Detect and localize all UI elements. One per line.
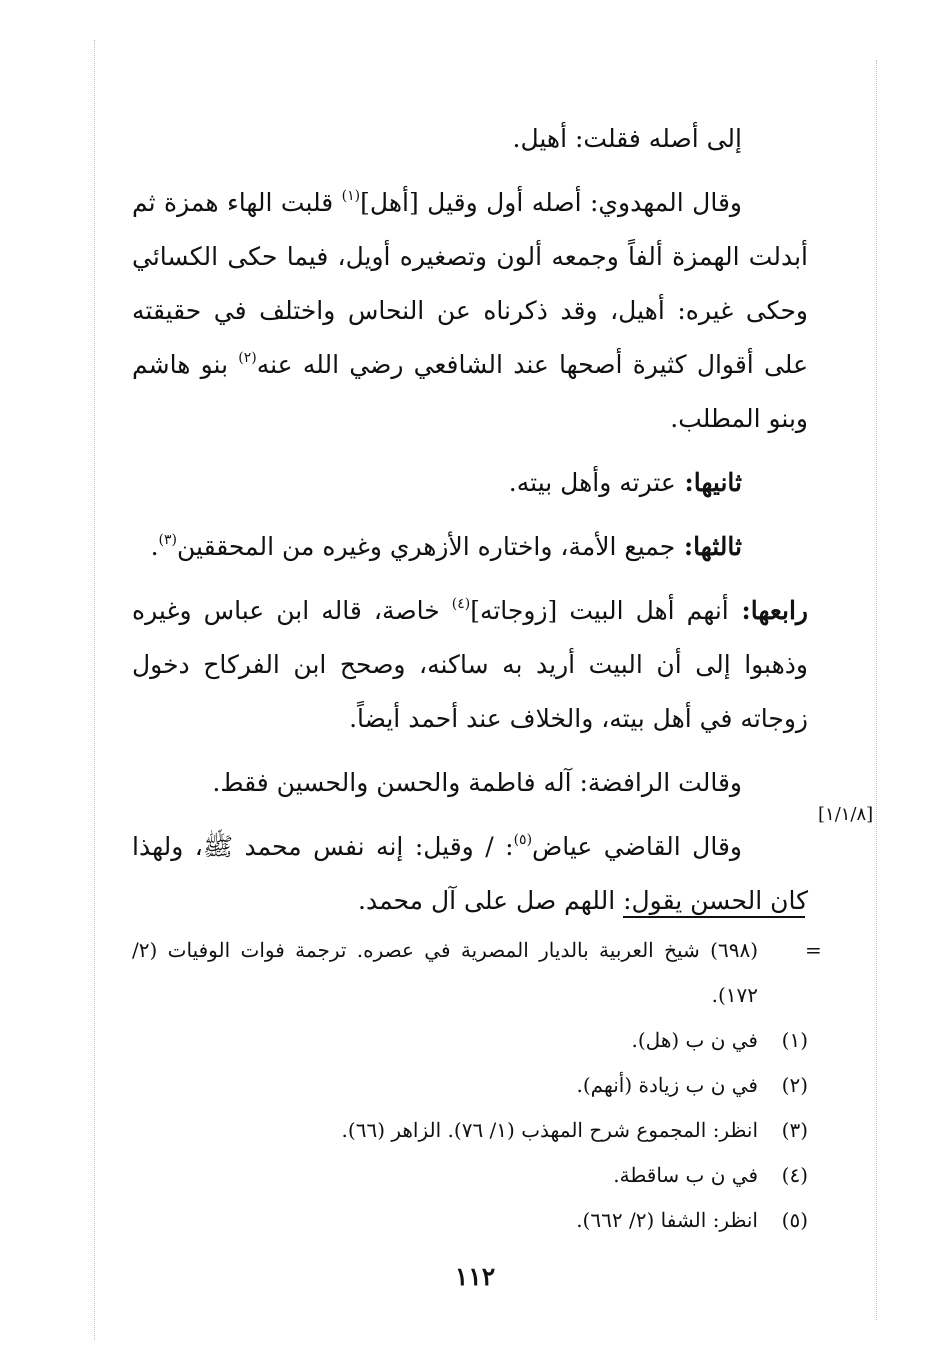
text-segment: . <box>150 532 159 561</box>
footnote-4 <box>132 1153 808 1198</box>
footnote-2 <box>132 1063 808 1108</box>
scan-artifact-right <box>876 60 877 1320</box>
footnote-text: انظر: الشفا (٢/ ٦٦٢). <box>576 1208 758 1232</box>
paragraph-label: ثانيها: <box>675 468 742 497</box>
text-segment: عترته وأهل بيته. <box>508 468 676 497</box>
footnote-text: في ن ب ساقطة. <box>613 1163 758 1187</box>
footnotes <box>132 928 808 1243</box>
paragraph-rafida: وقالت الرافضة: آله فاطمة والحسن والحسين فقط. <box>212 768 742 797</box>
text-segment: قلبت الهاء همزة ثم أبدلت الهمزة ألفاً وجمعه ألون وتصغيره أويل، فيما حكى الكسائي وحكى غيره: أهيل، وقد ذكرناه عن النحاس واختلف في حقيقته على أقوال كثيرة أصحها عند الشافعي رضي الله عنه <box>132 188 808 379</box>
text-segment: أنهم أهل البيت [زوجاته] <box>470 596 729 625</box>
page-number: ١١٢ <box>454 1262 496 1291</box>
text-segment: وقال المهدوي: أصله أول وقيل [أهل] <box>360 188 742 217</box>
footnote-ref-3[interactable]: (٣) <box>158 532 178 548</box>
scan-artifact-left <box>94 40 95 1340</box>
footnote-text: في ن ب زيادة (أنهم). <box>576 1073 758 1097</box>
text-segment: وقال القاضي عياض <box>532 832 742 861</box>
paragraph-continuation: إلى أصله فقلت: أهيل. <box>512 124 742 153</box>
footnote-ref-1[interactable]: (١) <box>341 188 361 204</box>
footnote-1 <box>132 1018 808 1063</box>
paragraph-second <box>132 456 808 510</box>
footnote-number: (٤) <box>781 1163 808 1187</box>
continuation-mark: = <box>805 938 822 962</box>
paragraph-third <box>132 520 808 574</box>
main-text <box>132 112 808 928</box>
footnote-continuation: (٦٩٨) شيخ العربية بالديار المصرية في عصره. ترجمة فوات الوفيات (٢/ ١٧٢). <box>132 938 758 1007</box>
footnote-ref-2[interactable]: (٢) <box>238 350 257 366</box>
footnote-ref-4[interactable]: (٤) <box>451 596 471 612</box>
footnote-ref-5[interactable]: (٥) <box>513 832 533 848</box>
text-segment: خاصة، قاله ابن عباس وغيره وذهبوا إلى أن البيت أريد به ساكنه، وصحح ابن الفركاح دخول زوجاته في أهل بيته، والخلاف عند أحمد أيضاً. <box>132 596 808 733</box>
text-segment: جميع الأمة، واختاره الأزهري وغيره من المحققين <box>177 532 676 561</box>
paragraph-label: ثالثها: <box>675 532 742 561</box>
paragraph-mahdawi <box>132 176 808 446</box>
paragraph-qadi-iyad <box>132 820 808 928</box>
footnote-number: (٢) <box>781 1073 808 1097</box>
footnote-number: (٥) <box>781 1208 808 1232</box>
footnote-number: (٣) <box>781 1118 808 1142</box>
footnote-5 <box>132 1198 808 1243</box>
text-segment: بنو هاشم وبنو المطلب. <box>132 350 808 433</box>
footnote-number: (١) <box>781 1028 808 1052</box>
footnote-text: في ن ب (هل). <box>631 1028 758 1052</box>
footnote-separator <box>623 916 805 918</box>
footnote-3 <box>132 1108 808 1153</box>
text-segment: : / وقيل: إنه نفس محمد ﷺ، ولهذا كان الحسن يقول: اللهم صل على آل محمد. <box>132 832 808 915</box>
footnote-text: انظر: المجموع شرح المهذب (١/ ٧٦). الزاهر (٦٦). <box>341 1118 758 1142</box>
paragraph-fourth <box>132 584 808 746</box>
manuscript-folio-ref: [١/١/٨] <box>818 804 874 825</box>
paragraph-label: رابعها: <box>728 596 808 625</box>
